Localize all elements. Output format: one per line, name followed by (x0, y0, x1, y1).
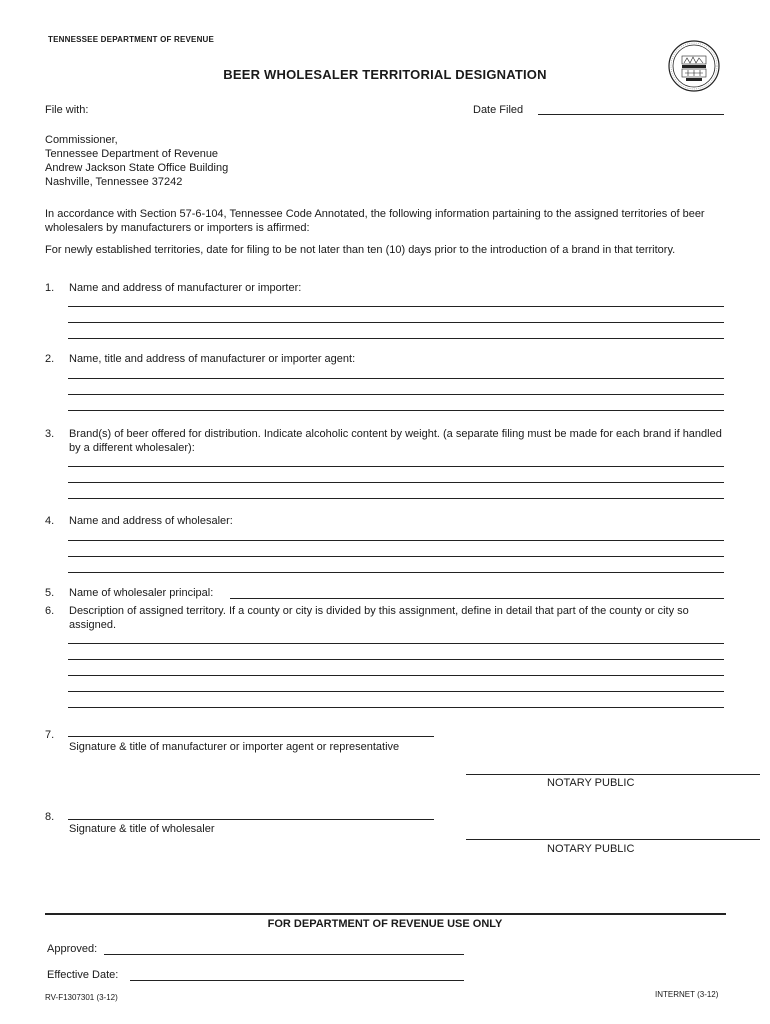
intro-paragraph-2: For newly established territories, date for filing to be not later than ten (10) days prior to the introduction of a brand in that territory. (45, 244, 676, 256)
q6-answer-line-1[interactable] (68, 629, 724, 644)
approved-field[interactable] (104, 940, 464, 955)
effective-date-label: Effective Date: (47, 969, 119, 981)
q6-answer-line-3[interactable] (68, 661, 724, 676)
question-7-text: Signature & title of manufacturer or importer agent or representative (69, 741, 400, 753)
seal-icon (668, 40, 720, 92)
state-seal (668, 40, 720, 92)
wholesaler-principal-field[interactable] (230, 584, 724, 599)
wholesaler-signature-field[interactable] (68, 805, 434, 820)
intro-paragraph-1: In accordance with Section 57-6-104, Tennessee Code Annotated, the following information partaining to the assigned territories of beer wholesalers by manufacturers or importers is affirmed: (45, 208, 705, 234)
effective-date-field[interactable] (130, 966, 464, 981)
address-line-1: Commissioner, (45, 134, 118, 146)
question-7-number: 7. (45, 729, 55, 741)
q4-answer-line-1[interactable] (68, 526, 724, 541)
file-with-label: File with: (45, 104, 89, 116)
question-3-number: 3. (45, 428, 55, 440)
q1-answer-line-1[interactable] (68, 292, 724, 307)
date-filed-label: Date Filed (473, 104, 524, 116)
q2-answer-line-2[interactable] (68, 380, 724, 395)
question-8-text: Signature & title of wholesaler (69, 823, 215, 835)
department-use-divider (45, 913, 726, 915)
agency-name: TENNESSEE DEPARTMENT OF REVENUE (48, 35, 215, 44)
q6-answer-line-2[interactable] (68, 645, 724, 660)
question-2-number: 2. (45, 353, 55, 365)
question-2-text: Name, title and address of manufacturer or importer agent: (69, 353, 356, 365)
q1-answer-line-2[interactable] (68, 308, 724, 323)
q3-answer-line-1[interactable] (68, 452, 724, 467)
manufacturer-signature-field[interactable] (68, 722, 434, 737)
approved-label: Approved: (47, 943, 98, 955)
department-use-heading: FOR DEPARTMENT OF REVENUE USE ONLY (267, 918, 503, 930)
question-5-number: 5. (45, 587, 55, 599)
q2-answer-line-3[interactable] (68, 396, 724, 411)
question-6-number: 6. (45, 605, 55, 617)
question-4-text: Name and address of wholesaler: (69, 515, 233, 527)
question-8-number: 8. (45, 811, 55, 823)
q4-answer-line-2[interactable] (68, 542, 724, 557)
q1-answer-line-3[interactable] (68, 324, 724, 339)
question-1-number: 1. (45, 282, 55, 294)
address-line-2: Tennessee Department of Revenue (45, 148, 219, 160)
form-number: RV-F1307301 (3-12) (45, 993, 118, 1002)
question-1-text: Name and address of manufacturer or importer: (69, 282, 302, 294)
notary-signature-field-1[interactable] (466, 760, 760, 775)
question-6-text: Description of assigned territory. If a county or city is divided by this assignment, define in detail that part of the county or city so assigned. (69, 605, 689, 631)
notary-signature-field-2[interactable] (466, 825, 760, 840)
q3-answer-line-2[interactable] (68, 468, 724, 483)
address-line-3: Andrew Jackson State Office Building (45, 162, 229, 174)
question-5-text: Name of wholesaler principal: (69, 587, 214, 599)
notary-public-label-1: NOTARY PUBLIC (547, 777, 635, 789)
address-line-4: Nashville, Tennessee 37242 (45, 176, 183, 188)
q3-answer-line-3[interactable] (68, 484, 724, 499)
q4-answer-line-3[interactable] (68, 558, 724, 573)
question-3-text: Brand(s) of beer offered for distribution. Indicate alcoholic content by weight. (a separate filing must be made for each brand if handled by a different wholesaler): (69, 428, 722, 454)
q6-answer-line-4[interactable] (68, 677, 724, 692)
q2-answer-line-1[interactable] (68, 364, 724, 379)
date-filed-field[interactable] (538, 100, 724, 115)
internet-revision: INTERNET (3-12) (655, 990, 719, 999)
q6-answer-line-5[interactable] (68, 693, 724, 708)
question-4-number: 4. (45, 515, 55, 527)
notary-public-label-2: NOTARY PUBLIC (547, 843, 635, 855)
form-title: BEER WHOLESALER TERRITORIAL DESIGNATION (223, 67, 547, 82)
